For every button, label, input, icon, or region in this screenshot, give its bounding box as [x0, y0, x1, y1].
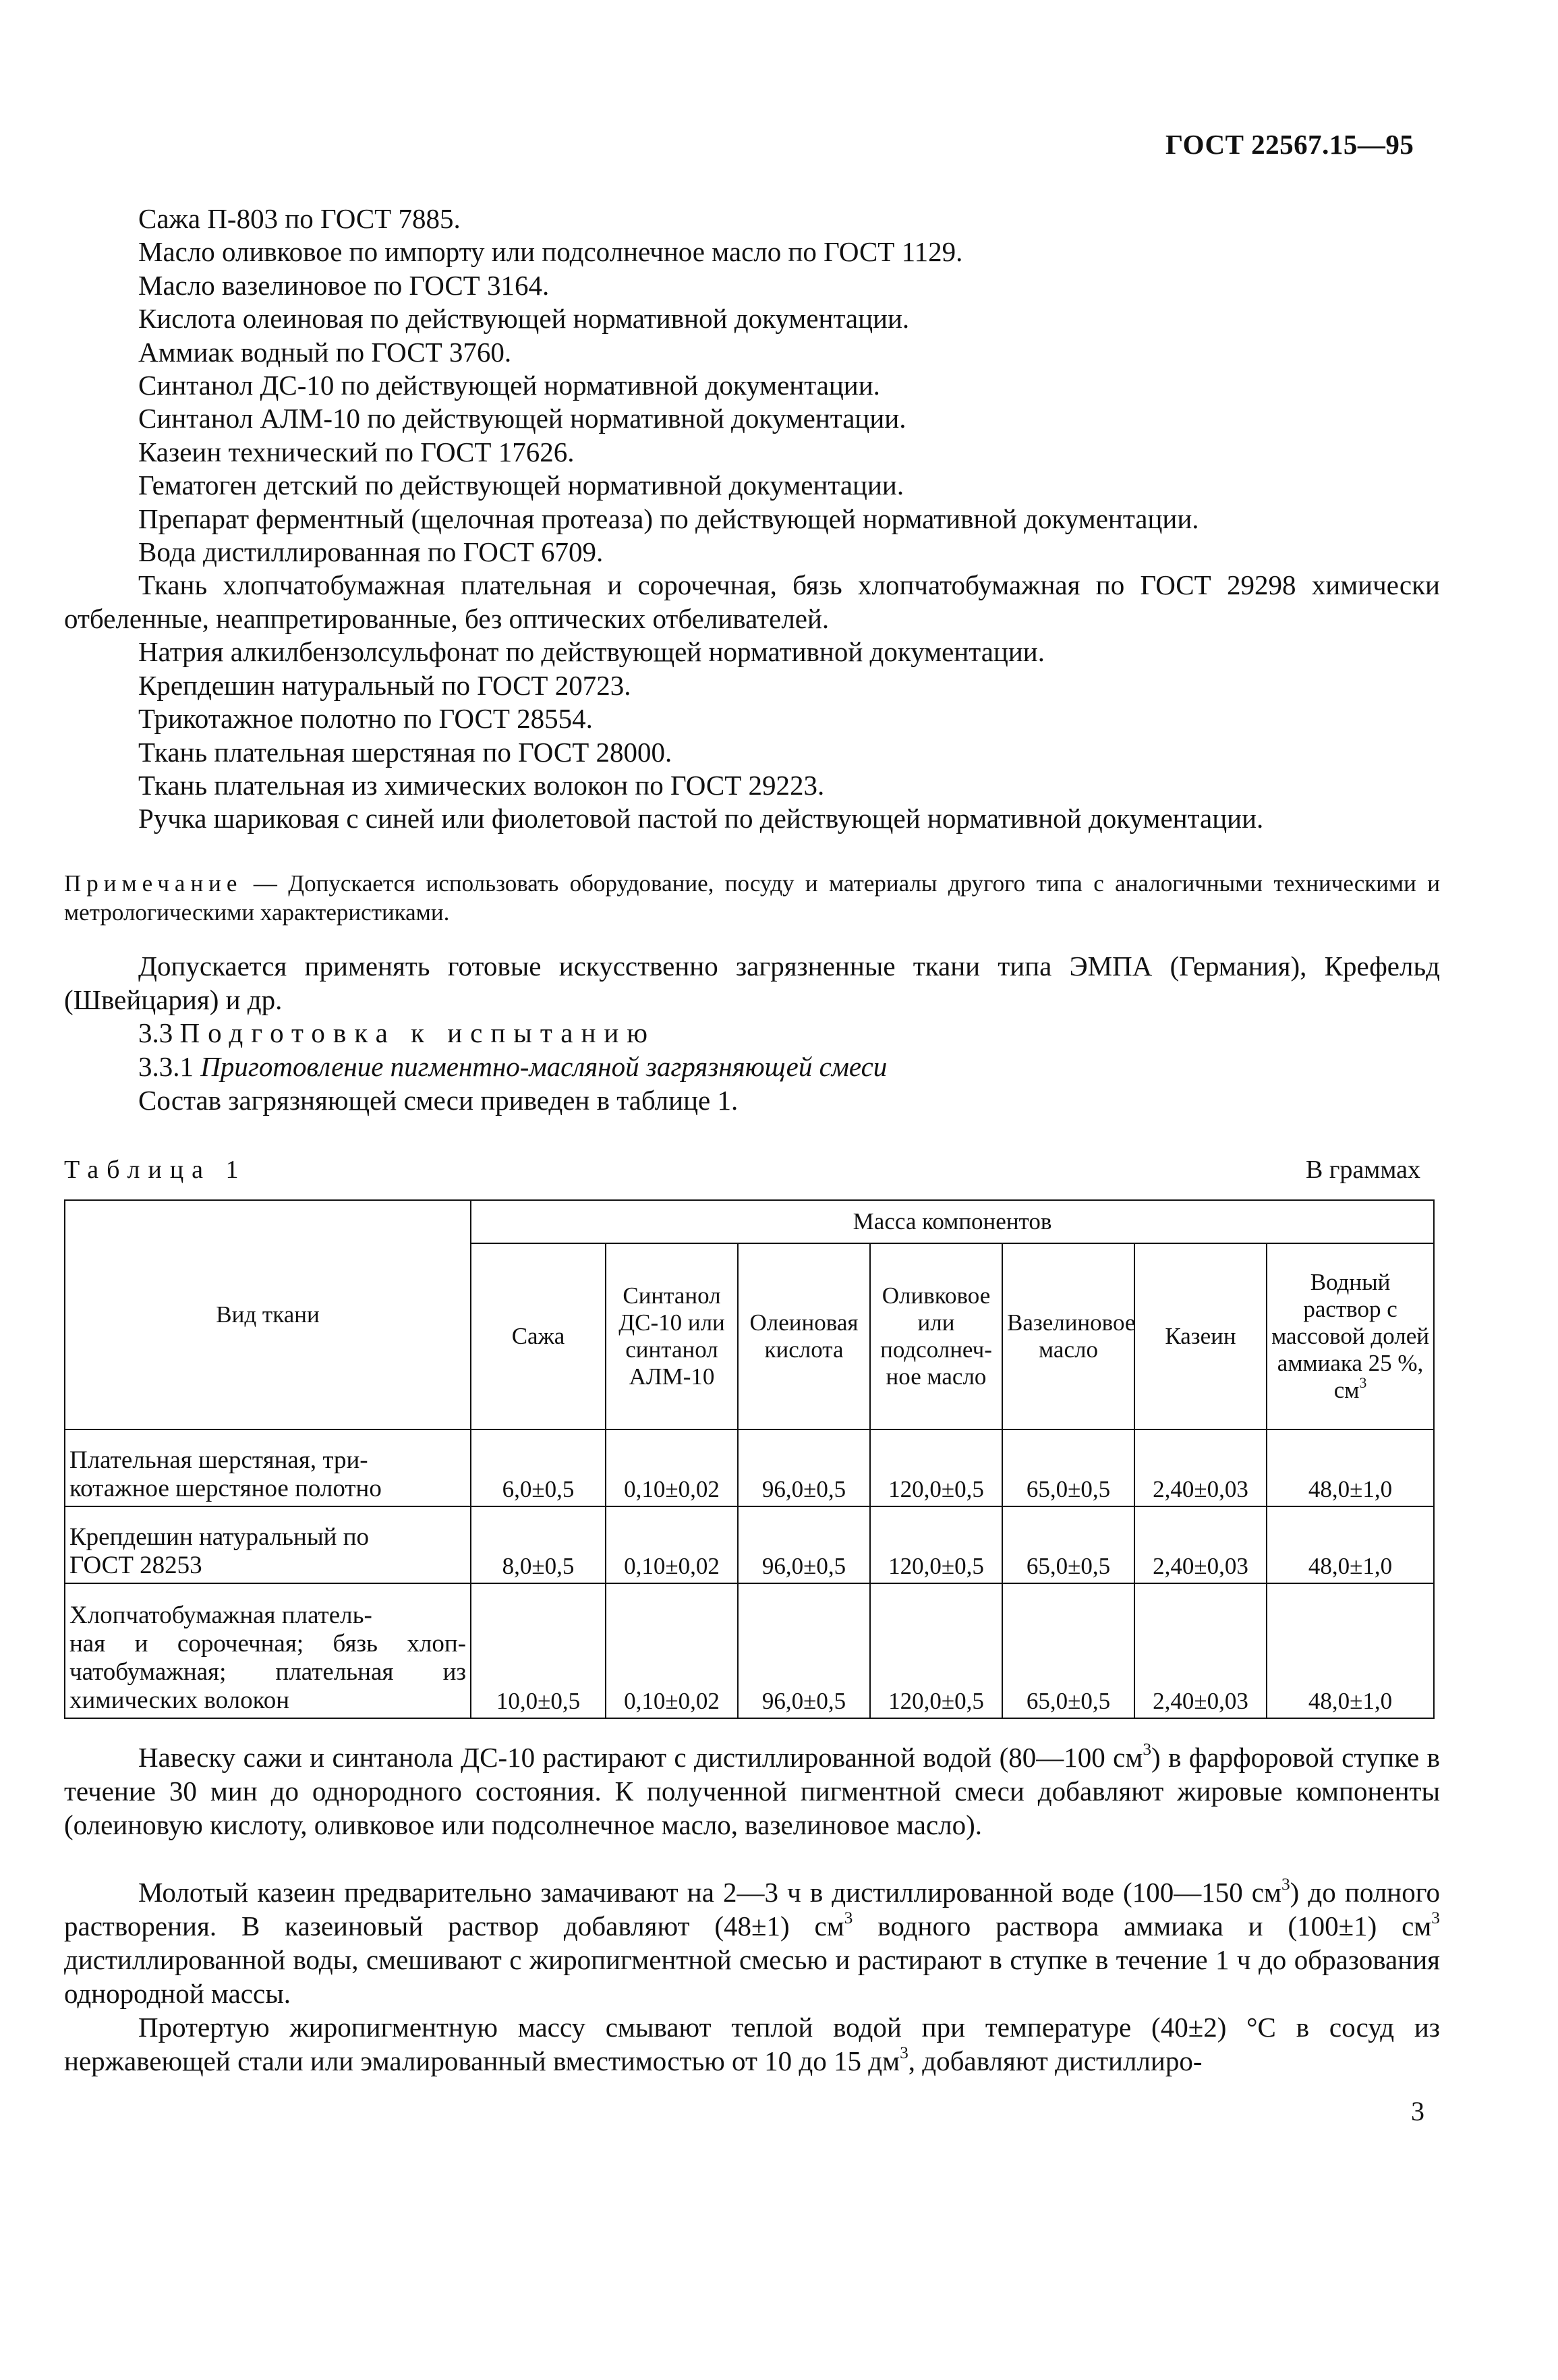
header-col: Казеин	[1134, 1243, 1267, 1429]
cell: 96,0±0,5	[738, 1506, 870, 1583]
cell: 120,0±0,5	[870, 1506, 1002, 1583]
cell: 0,10±0,02	[606, 1429, 738, 1506]
materials-list	[64, 202, 1440, 836]
cell: 65,0±0,5	[1002, 1429, 1134, 1506]
header-col: Синтанол ДС-10 или синтанол АЛМ-10	[606, 1243, 738, 1429]
header-col: Оливковое или подсолнеч-ное масло	[870, 1243, 1002, 1429]
composition-table	[64, 1199, 1435, 1719]
paragraph-1: Навеску сажи и синтанола ДС-10 растирают с дистиллированной водой (80—100 $см^3$) в фарфоровой ступке в течение 30 мин до однородного состояния. К полученной пигментной смеси добавляют жировые компоненты (олеиновую кислоту, оливковое или подсолнечное масло, вазелиновое масло).	[64, 1740, 1440, 1840]
note-label: Примечание	[64, 870, 243, 897]
list-item: Аммиак водный по ГОСТ 3760.	[138, 336, 512, 368]
section-title: Подготовка к испытанию	[179, 1017, 656, 1048]
header-component-mass: Масса компонентов	[471, 1200, 1434, 1243]
header-col: Водный раствор с массовой долей аммиака 25 %, $см^3$	[1267, 1243, 1434, 1429]
page-number: 3	[1411, 2096, 1424, 2126]
table-intro: Состав загрязняющей смеси приведен в таблице 1.	[138, 1085, 739, 1116]
list-item: Вода дистиллированная по ГОСТ 6709.	[138, 536, 604, 568]
list-item: Синтанол ДС-10 по действующей нормативной документации.	[138, 370, 880, 401]
note-text: — Допускается использовать оборудование, посуду и материалы другого типа с аналогичными техническими и метрологическими характеристиками.	[64, 870, 1440, 926]
list-item: Масло оливковое по импорту или подсолнечное масло по ГОСТ 1129.	[138, 236, 963, 268]
section-heading	[138, 1017, 656, 1049]
cell: 2,40±0,03	[1134, 1583, 1267, 1718]
list-item: Сажа П-803 по ГОСТ 7885.	[138, 203, 461, 234]
cell: 120,0±0,5	[870, 1429, 1002, 1506]
table-row	[65, 1429, 1434, 1506]
header-col: Олеиновая кислота	[738, 1243, 870, 1429]
list-item: Ткань плательная из химических волокон по ГОСТ 29223.	[138, 769, 825, 801]
fabric-name: Плательная шерстяная, три- котажное шерстяное полотно	[65, 1429, 471, 1506]
list-item: Ткань плательная шерстяная по ГОСТ 28000.	[138, 736, 672, 768]
cell: 0,10±0,02	[606, 1583, 738, 1718]
cell: 120,0±0,5	[870, 1583, 1002, 1718]
cell: 6,0±0,5	[471, 1429, 606, 1506]
cell: 2,40±0,03	[1134, 1429, 1267, 1506]
cell: 48,0±1,0	[1267, 1583, 1434, 1718]
list-item: Препарат ферментный (щелочная протеаза) по действующей нормативной документации.	[138, 503, 1199, 534]
cell: 96,0±0,5	[738, 1583, 870, 1718]
cell: 0,10±0,02	[606, 1506, 738, 1583]
allowed-paragraph: Допускается применять готовые искусственно загрязненные ткани типа ЭМПА (Германия), Крефельд (Швейцария) и др.	[64, 951, 1440, 1015]
table-row	[65, 1506, 1434, 1583]
cell: 65,0±0,5	[1002, 1506, 1134, 1583]
paragraph-2: Молотый казеин предварительно замачивают на 2—3 ч в дистиллированной воде (100—150 $см^3$) до полного растворения. В казеиновый раствор добавляют (48±1) $см^3$ водного раствора аммиака и (100±1) $см^3$ дистиллированной воды, смешивают с жиропигментной смесью и растирают в ступке в течение 1 ч до образования однородной массы.	[64, 1875, 1440, 2009]
header-fabric-type: Вид ткани	[65, 1200, 471, 1429]
cell: 65,0±0,5	[1002, 1583, 1134, 1718]
list-item: Казеин технический по ГОСТ 17626.	[138, 436, 575, 468]
table-label: Таблица 1	[64, 1156, 247, 1184]
cell: 10,0±0,5	[471, 1583, 606, 1718]
paragraph-3: Протертую жиропигментную массу смывают теплой водой при температуре (40±2) °С в сосуд из нержавеющей стали или эмалированный вместимостью от 10 до 15 $дм^3$, добавляют дистиллиро-	[64, 2012, 1440, 2076]
list-item: Ручка шариковая с синей или фиолетовой пастой по действующей нормативной документации.	[138, 803, 1264, 834]
list-item: Масло вазелиновое по ГОСТ 3164.	[138, 269, 550, 301]
subsection-title: Приготовление пигментно-масляной загрязняющей смеси	[200, 1051, 888, 1082]
list-item: Крепдешин натуральный по ГОСТ 20723.	[138, 669, 631, 701]
subsection-heading	[138, 1050, 887, 1083]
cell: 96,0±0,5	[738, 1429, 870, 1506]
list-item: Натрия алкилбензолсульфонат по действующей нормативной документации.	[138, 636, 1045, 668]
fabric-name: Хлопчатобумажная платель- ная и сорочечная; бязь хлоп-чатобумажная; плательная из химических волокон	[65, 1583, 471, 1718]
subsection-number: 3.3.1	[138, 1051, 194, 1082]
list-item: Ткань хлопчатобумажная плательная и сорочечная, бязь хлопчатобумажная по ГОСТ 29298 химически отбеленные, неаппретированные, без оптических отбеливателей.	[64, 569, 1440, 634]
header-col: Вазелиновое масло	[1002, 1243, 1134, 1429]
list-item: Трикотажное полотно по ГОСТ 28554.	[138, 703, 593, 735]
table-row	[65, 1583, 1434, 1718]
fabric-name: Крепдешин натуральный по ГОСТ 28253	[65, 1506, 471, 1583]
note	[64, 869, 1440, 927]
cell: 48,0±1,0	[1267, 1506, 1434, 1583]
list-item: Гематоген детский по действующей нормативной документации.	[138, 470, 904, 501]
header-col: Сажа	[471, 1243, 606, 1429]
document-header: ГОСТ 22567.15—95	[1165, 129, 1414, 160]
list-item: Синтанол АЛМ-10 по действующей нормативной документации.	[138, 403, 906, 434]
list-item: Кислота олеиновая по действующей нормативной документации.	[138, 303, 910, 335]
section-number: 3.3	[138, 1017, 173, 1048]
table-unit: В граммах	[1306, 1156, 1420, 1184]
cell: 8,0±0,5	[471, 1506, 606, 1583]
cell: 48,0±1,0	[1267, 1429, 1434, 1506]
cell: 2,40±0,03	[1134, 1506, 1267, 1583]
